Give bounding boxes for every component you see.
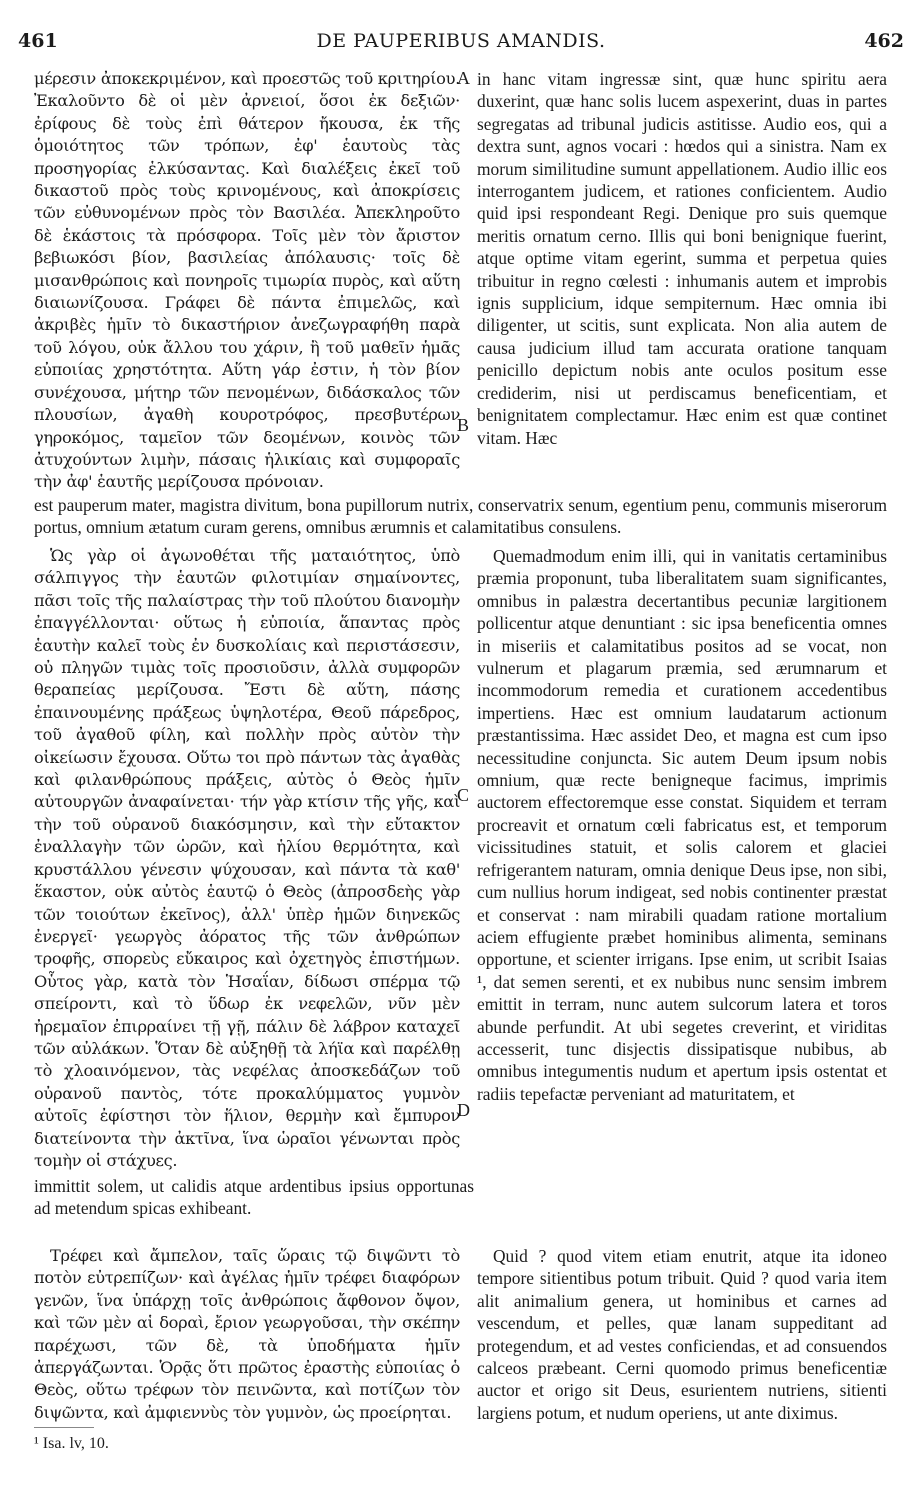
page-header <box>18 30 904 60</box>
page-number-right: 462 <box>864 30 904 52</box>
greek-paragraph: μέρεσιν ἀποκεκριμένον, καὶ προεστῶς τοῦ κριτηρίου. Ἐκαλοῦντο δὲ οἱ μὲν ἀρνειοί, ὅσοι ἐκ δεξιῶν· ἐρίφους δὲ τοὺς ἐπὶ θάτερον ἤκουσα, ἐκ τῆς ὁμοιότητος τῶν τρόπων, ἐφ' ἑαυτοὺς τὰς προσηγορίας ἑλκύσαντας. Καὶ διαλέξεις ἐκεῖ τοῦ δικαστοῦ πρὸς τοὺς κρινομένους, καὶ ἀποκρίσεις τῶν εὐθυνομένων πρὸς τὸν Βασιλέα. Ἀπεκληροῦτο δὲ ἑκάστοις τὰ πρόσφορα. Τοῖς μὲν τὸν ἄριστον βεβιωκόσι βίον, βασιλείας ἀπόλαυσις· τοῖς δὲ μισανθρώποις καὶ πονηροῖς τιμωρία πυρὸς, καὶ αὕτη διαιωνίζουσα. Γράφει δὲ πάντα ἐπιμελῶς, καὶ ἀκριβὲς ἡμῖν τὸ δικαστήριον ἀνεζωγραφήθη παρὰ τοῦ λόγου, οὐκ ἄλλου του χάριν, ἢ τοῦ μαθεῖν ἡμᾶς εὐποιίας χρηστότητα. Αὕτη γάρ ἐστιν, ἡ τὸν βίον συνέχουσα, μήτηρ τῶν πενομένων, διδάσκαλος τῶν πλουσίων, ἀγαθὴ κουροτρόφος, πρεσβυτέρων γηροκόμος, ταμεῖον τῶν δεομένων, κοινὸς τῶν ἀτυχούντων λιμὴν, πάσαις ἡλικίαις καὶ συμφοραῖς τὴν ἀφ' ἑαυτῆς μερίζουσα πρόνοιαν. <box>34 69 460 492</box>
greek-paragraph: Ὡς γὰρ οἱ ἀγωνοθέται τῆς ματαιότητος, ὑπὸ σάλπιγγος τὴν ἑαυτῶν φιλοτιμίαν σημαίνοντες, πᾶσι τοῖς τῆς παλαίστρας τὴν τοῦ πλούτου διανομὴν ἐπαγγέλλονται· οὕτως ἡ εὐποιία, ἅπαντας πρὸς ἑαυτὴν καλεῖ τοὺς ἐν δυσκολίαις καὶ περιστάσεσιν, οὐ πληγῶν τιμὰς τοῖς προσιοῦσιν, ἀλλὰ συμφορῶν θεραπείας μερίζουσα. Ἔστι δὲ αὕτη, πάσης ἐπαινουμένης πράξεως ὑψηλοτέρα, Θεοῦ πάρεδρος, τοῦ ἀγαθοῦ φίλη, καὶ πολλὴν πρὸς αὐτὸν τὴν οἰκείωσιν ἔχουσα. Οὕτω τοι πρὸ πάντων τὰς ἀγαθὰς καὶ φιλανθρώπους πράξεις, αὐτὸς ὁ Θεὸς ἡμῖν αὐτουργῶν ἀναφαίνεται· τήν γὰρ κτίσιν τῆς γῆς, καὶ τὴν τοῦ οὐρανοῦ διακόσμησιν, καὶ τὴν εὔτακτον ἐναλλαγὴν τῶν ὡρῶν, καὶ ἡλίου θερμότητα, καὶ κρυστάλλου γένεσιν ψύχουσαν, καὶ πάντα τὰ καθ' ἕκαστον, οὐκ αὐτὸς ἑαυτῷ ὁ Θεὸς (ἀπροσδεὴς γὰρ τῶν τοιούτων ἐκεῖνος), ἀλλ' ὑπὲρ ἡμῶν διηνεκῶς ἐνεργεῖ· γεωργὸς ἀόρατος τῆς τῶν ἀνθρώπων τροφῆς, σπορεὺς εὔκαιρος καὶ ὀχετηγὸς ἐπιστήμων. Οὗτος γὰρ, κατὰ τὸν Ἡσαΐαν, δίδωσι σπέρμα τῷ σπείροντι, καὶ τὸ ὕδωρ ἐκ νεφελῶν, νῦν μὲν ἠρεμαῖον ἐπιρραίνει τῇ γῇ, πάλιν δὲ λάβρον καταχεῖ τῶν αὐλάκων. Ὅταν δὲ αὐξηθῇ τὰ λήϊα καὶ παρέλθῃ τὸ χλοαινόμενον, τὰς νεφέλας ἀποσκεδάζων τοῦ οὐρανοῦ παντὸς, τότε προκαλύμματος γυμνὸν αὐτοῖς ἐφίστησι τὸν ἥλιον, θερμὴν καὶ ἔμπυρον διατείνοντα τὴν ἀκτῖνα, ἵνα ὡραῖοι γένωνται πρὸς τομὴν οἱ στάχυες. <box>34 546 460 1170</box>
margin-marker-c: C <box>457 785 470 805</box>
footnote-rule <box>34 1427 94 1428</box>
greek-column-block3 <box>34 1245 460 1424</box>
greek-column-block1 <box>34 68 460 494</box>
fullwidth-paragraph: est pauperum mater, magistra divitum, bona pupillorum nutrix, conservatrix senum, egentium penu, communis miserorum portus, omnium ætatum curam gerens, omnibus ærumnis et calamitatibus consulens. <box>34 495 887 538</box>
latin-paragraph: Quid ? quod vitem etiam enutrit, atque ita idoneo tempore sitientibus potum tribuit. Quid ? quod varia item alit animalium genera, ut hominibus et carnes ad vescendum, et pelles, quæ lanam suppeditant ad protegendum, et ad vestes conficiendas, et ad consuendos calceos præbeant. Cerni quomodo primus beneficentiæ auctor et origo sit Deus, esurientem nutriens, sitienti largiens potum, et nudum operiens, ut ante diximus. <box>477 1246 887 1423</box>
greek-paragraph: Τρέφει καὶ ἄμπελον, ταῖς ὥραις τῷ διψῶντι τὸ ποτὸν εὐτρεπίζων· καὶ ἀγέλας ἡμῖν τρέφει διαφόρων γενῶν, ἵνα ὑπάρχῃ τοῖς ἀνθρώποις ἄφθονον ὄψον, καὶ τῶν μὲν αἱ δοραὶ, ἔριον γεωργοῦσαι, τὴν σκέπην παρέχωσι, τῶν δὲ, τὰ ὑποδήματα ἡμῖν ἀπεργάζωνται. Ὁρᾷς ὅτι πρῶτος ἐραστὴς εὐποιίας ὁ Θεὸς, οὕτω τρέφων τὸν πεινῶντα, καὶ ποτίζων τὸν διψῶντα, καὶ ἀμφιεννὺς τὸν γυμνὸν, ὡς προείρηται. <box>34 1246 460 1422</box>
fullwidth-paragraph: immittit solem, ut calidis atque ardentibus ipsius opportunas ad metendum spicas exhibeant. <box>34 1176 474 1219</box>
fullwidth-line-1 <box>34 494 887 539</box>
footnote: ¹ Isa. lv, 10. <box>34 1435 109 1452</box>
margin-marker-b: B <box>457 415 470 435</box>
fullwidth-line-2 <box>34 1175 474 1220</box>
latin-column-block3 <box>477 1245 887 1424</box>
latin-paragraph: Quemadmodum enim illi, qui in vanitatis certaminibus præmia proponunt, tuba liberalitatem suam significantes, omnibus in palæstra decertantibus pecuniæ largitionem pollicentur atque denuntiant : sic ipsa beneficentia omnes in miseriis et calamitatibus positos ad se vocat, non vulnerum et plagarum præmia, sed ærumnarum et incommodorum remedia et curationem accedentibus impertiens. Hæc est omnium laudatarum actionum præstantissima. Hæc assidet Deo, et magna est cum ipso necessitudine conjuncta. Sic autem Deum ipsum nobis omnium, quæ recte benigneque facimus, imprimis auctorem effectoremque esse constat. Siquidem et terram procreavit et ornatum cœli fabricatus est, et temporum vicissitudines statuit, et solis calorem et glaciei refrigerantem naturam, omnia denique Deus ipse, non sibi, cum nullius horum indigeat, sed nobis continenter præstat et conservat : nam mirabili quadam ratione mortalium aciem effugiente præbet hominibus alimenta, seminans opportune, et scienter irrigans. Ipse enim, ut scribit Isaias ¹, dat semen serenti, et ex nubibus nunc sensim imbrem emittit in terram, nunc autem sulcorum latera et toros abunde perfundit. At ubi segetes creverint, et viriditas accesserit, tunc disjectis dissipatisque nubibus, ab omnibus integumentis nudum et apertum ipsis ostentat et radiis tepefactæ perveniant ad maturitatem, et <box>477 546 887 1104</box>
running-title: DE PAUPERIBUS AMANDIS. <box>316 30 606 52</box>
latin-column-block1 <box>477 68 887 449</box>
greek-column-block2 <box>34 545 460 1172</box>
latin-paragraph: in hanc vitam ingressæ sint, quæ hunc spiritu aera duxerint, quæ hanc solis lucem aspexerint, duas in partes segregatas ad tribunal judicis astitisse. Audio eos, qui a dextra sunt, agnos vocari : hœdos qui a sinistra. Nam ex morum similitudine sumunt appellationem. Audio illic eos interrogantem judicem, et rationes conficientem. Audio quid ipsi respondeant Regi. Denique pro suis quemque meritis ornatum cerno. Illis qui boni benignique fuerint, atque optime vitam egerint, summa et perpetua quies tribuitur in regno cœlesti : inhumanis autem et improbis ignis supplicium, idque sempiternum. Hæc omnia ibi diligenter, ut scitis, sunt explicata. Non alia autem de causa judicium illud tam accurata oratione tanquam penicillo depictum nobis ante oculos positum esse crediderim, nisi ut perdiscamus beneficentiam, et benignitatem complectamur. Hæc enim est quæ continet vitam. Hæc <box>477 69 887 448</box>
margin-marker-d: D <box>457 1100 470 1120</box>
margin-marker-a: A <box>457 68 470 88</box>
latin-column-block2 <box>477 545 887 1105</box>
page-number-left: 461 <box>18 30 58 52</box>
